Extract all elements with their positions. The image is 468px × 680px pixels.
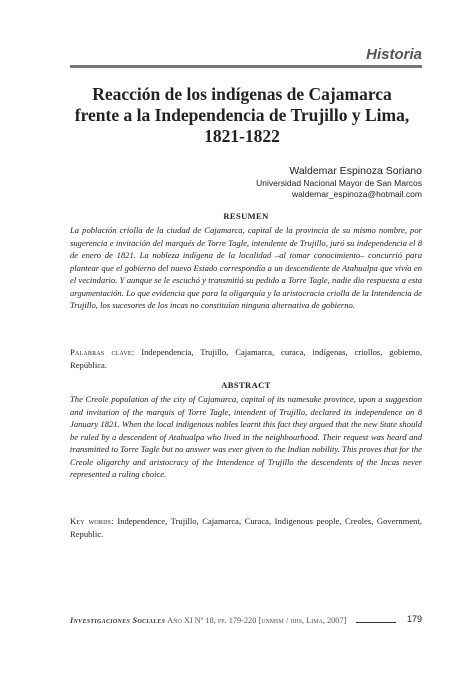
palabras-clave — [70, 346, 422, 371]
title-line: Reacción de los indígenas de Cajamarca — [92, 84, 392, 104]
article-title — [56, 84, 428, 147]
palabras-clave-text: Independencia, Trujillo, Cajamarca, curaca, indígenas, criollos, gobierno, República. — [70, 347, 422, 370]
title-line: frente a la Independencia de Trujillo y Lima, — [74, 105, 410, 125]
footer-citation — [70, 616, 346, 625]
key-words-label: Key words: — [70, 516, 114, 526]
resumen-heading: RESUMEN — [223, 211, 269, 221]
page-number: 179 — [406, 614, 422, 624]
key-words — [70, 515, 422, 540]
section-label: Historia — [366, 46, 422, 63]
abstract-heading: ABSTRACT — [221, 380, 271, 390]
page-footer — [70, 614, 422, 628]
header-rule — [70, 65, 422, 68]
key-words-text: Independence, Trujillo, Cajamarca, Curaca, Indigenous people, Creoles, Government, Republic. — [70, 516, 422, 539]
author-block — [256, 165, 422, 200]
abstract-text: The Creole population of the city of Cajamarca, capital of its namesake province, upon a suggestion and invitation of the marquis of Torre Tagle, intendent of Trujillo, declared its independence on 8 January 1821. When the local indigenous nobles learnt this fact they argued that the new State should be ruled by a descendent of Atahualpa who lived in the neighbourhood. Their request was heard and transmitted to Torre Tagle but no answer was ever given to the Indian nobility. This proves that for the Creole oligarchy and aristocracy of the Intendence of Trujillo the descendents of the Incas never represented a ruling choice. — [70, 394, 422, 479]
footer-rule — [356, 622, 396, 623]
author-name: Waldemar Espinoza Soriano — [289, 165, 422, 177]
palabras-clave-label: Palabras clave: — [70, 347, 135, 357]
title-line: 1821-1822 — [204, 126, 280, 146]
author-email[interactable]: waldemar_espinoza@hotmail.com — [291, 189, 422, 199]
journal-volume: Año XI Nº 18, pp. 179-220 [unmsm / iihs, Lima, 2007] — [167, 616, 347, 625]
author-affiliation: Universidad Nacional Mayor de San Marcos — [256, 178, 422, 188]
resumen-text: La población criolla de la ciudad de Cajamarca, capital de la provincia de su mismo nombre, por sugerencia e invitación del marqués de Torre Tagle, intendente de Trujillo, juró su independencia el 8 de enero de 1821. La nobleza indígena de la localidad –al tomar conocimiento– concurrió para plantear que el gobierno del nuevo Estado correspondía a un descendiente de Atahualpa que vivía en el vecindario. Y aunque se le escuchó y transmitió su pedido a Torre Tagle, nadie dio respuesta a esta argumentación. Lo que evidencia que para la oligarquía y la aristocracia criolla de la Intendencia de Trujillo, los sucesores de los incas no constituían ninguna alternativa de gobierno. — [70, 225, 422, 310]
journal-name: Investigaciones Sociales — [70, 616, 166, 625]
